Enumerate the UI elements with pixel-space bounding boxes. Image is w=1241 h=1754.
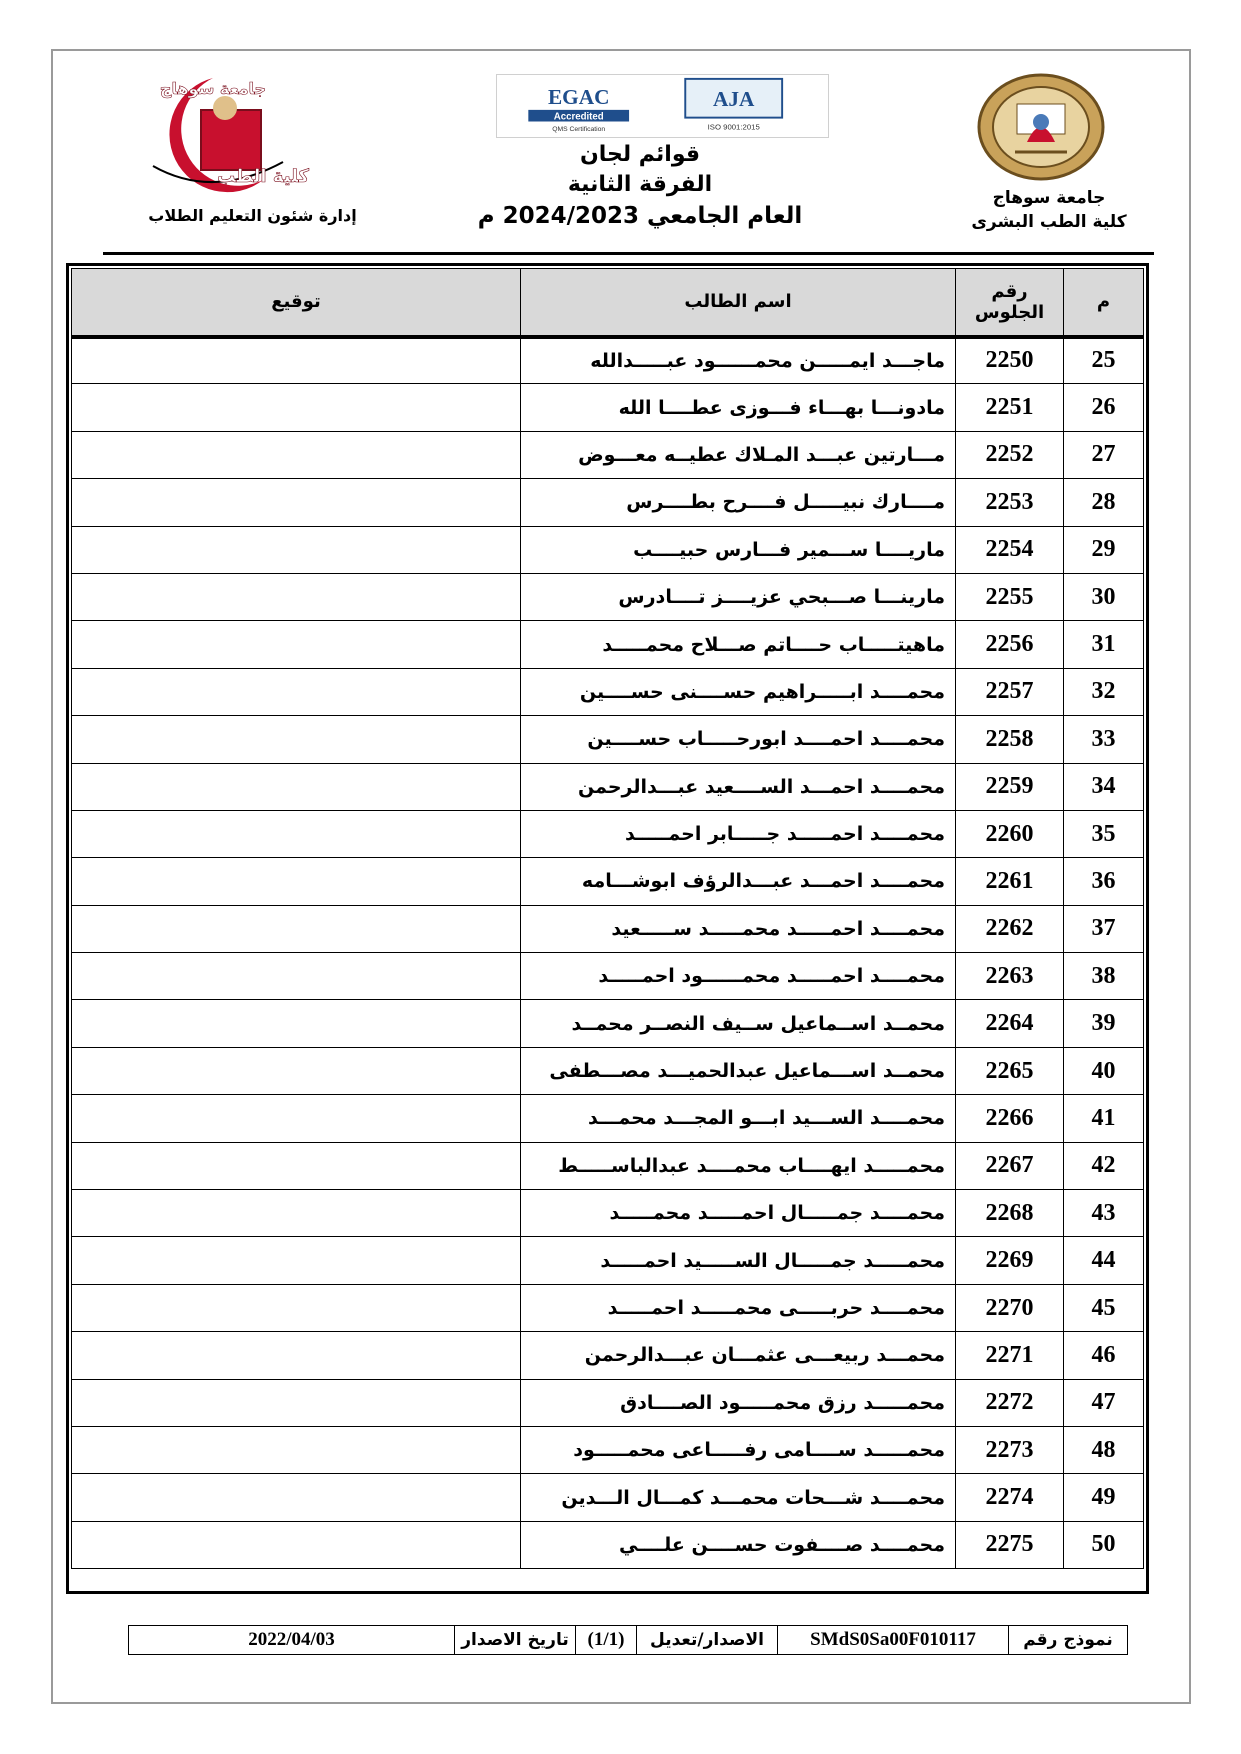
row-seat-number: 2253 bbox=[956, 479, 1064, 526]
row-index: 32 bbox=[1064, 668, 1144, 715]
table-row bbox=[72, 1379, 1144, 1426]
row-signature-field bbox=[72, 337, 521, 384]
column-header-signature: توقيع bbox=[72, 269, 521, 337]
svg-text:ISO 9001:2015: ISO 9001:2015 bbox=[707, 122, 760, 132]
row-index: 38 bbox=[1064, 953, 1144, 1000]
row-student-name: ماهيتـــــاب حــــاتم صـــلاح محمـــــد bbox=[521, 621, 956, 668]
row-student-name: مـــارتين عبـــد المـلاك عطيــه معـــوض bbox=[521, 431, 956, 478]
table-row bbox=[72, 1237, 1144, 1284]
row-seat-number: 2266 bbox=[956, 1095, 1064, 1142]
title-year-group: الفرقة الثانية bbox=[567, 172, 713, 197]
row-index: 39 bbox=[1064, 1000, 1144, 1047]
row-signature-field bbox=[72, 668, 521, 715]
row-seat-number: 2250 bbox=[956, 337, 1064, 384]
row-seat-number: 2259 bbox=[956, 763, 1064, 810]
row-seat-number: 2261 bbox=[956, 858, 1064, 905]
table-row bbox=[72, 1047, 1144, 1094]
row-seat-number: 2254 bbox=[956, 526, 1064, 573]
row-index: 37 bbox=[1064, 905, 1144, 952]
row-student-name: محمـــد ربيعـــى عثمـــان عبـــدالرحمن bbox=[521, 1332, 956, 1379]
university-name-block bbox=[960, 186, 1138, 234]
row-seat-number: 2263 bbox=[956, 953, 1064, 1000]
university-name: جامعة سوهاج bbox=[992, 188, 1106, 208]
row-index: 40 bbox=[1064, 1047, 1144, 1094]
row-index: 35 bbox=[1064, 810, 1144, 857]
table-row bbox=[72, 621, 1144, 668]
row-student-name: مادونـــا بهـــاء فـــوزى عطــــا الله bbox=[521, 384, 956, 431]
row-seat-number: 2255 bbox=[956, 573, 1064, 620]
row-index: 42 bbox=[1064, 1142, 1144, 1189]
row-student-name: مارينـــا صـــبحي عزيــــز تــــادرس bbox=[521, 573, 956, 620]
row-student-name: محمــــد صــــفوت حســــن علــــي bbox=[521, 1521, 956, 1568]
table-header-row bbox=[72, 269, 1144, 337]
row-index: 27 bbox=[1064, 431, 1144, 478]
row-student-name: محمــــد احمـــد الســــعيد عبـــدالرحمن bbox=[521, 763, 956, 810]
table-row bbox=[72, 668, 1144, 715]
document-titles bbox=[440, 140, 840, 232]
row-student-name: ماريــــا ســـمير فـــارس حبيــــب bbox=[521, 526, 956, 573]
row-student-name: محمــــد احمـــــد محمـــــد ســـــعيد bbox=[521, 905, 956, 952]
row-index: 26 bbox=[1064, 384, 1144, 431]
table-row bbox=[72, 1332, 1144, 1379]
row-seat-number: 2268 bbox=[956, 1190, 1064, 1237]
row-index: 31 bbox=[1064, 621, 1144, 668]
students-table-wrapper bbox=[66, 263, 1149, 1594]
row-student-name: محمــــد شـــحات محمـــد كمـــال الـــدين bbox=[521, 1474, 956, 1521]
title-academic-year: العام الجامعي 2024/2023 م bbox=[477, 203, 803, 229]
table-row bbox=[72, 1521, 1144, 1568]
row-index: 30 bbox=[1064, 573, 1144, 620]
row-signature-field bbox=[72, 763, 521, 810]
accreditation-badges bbox=[496, 74, 829, 138]
row-index: 33 bbox=[1064, 716, 1144, 763]
column-header-name: اسم الطالب bbox=[521, 269, 956, 337]
svg-text:جامعة سوهاج: جامعة سوهاج bbox=[159, 79, 267, 98]
row-student-name: محمـــــد رزق محمـــــود الصــــادق bbox=[521, 1379, 956, 1426]
row-signature-field bbox=[72, 905, 521, 952]
header-divider bbox=[103, 252, 1154, 255]
table-row bbox=[72, 337, 1144, 384]
row-student-name: محمــــد جمـــــال احمـــــد محمـــــد bbox=[521, 1190, 956, 1237]
row-student-name: محمــــد احمـــــد جـــــابر احمـــــد bbox=[521, 810, 956, 857]
row-seat-number: 2252 bbox=[956, 431, 1064, 478]
row-signature-field bbox=[72, 1190, 521, 1237]
table-row bbox=[72, 905, 1144, 952]
row-index: 50 bbox=[1064, 1521, 1144, 1568]
row-student-name: مــــارك نبيـــــل فــــرح بطــــرس bbox=[521, 479, 956, 526]
row-seat-number: 2265 bbox=[956, 1047, 1064, 1094]
table-row bbox=[72, 1095, 1144, 1142]
row-signature-field bbox=[72, 1095, 521, 1142]
column-header-index: م bbox=[1064, 269, 1144, 337]
row-signature-field bbox=[72, 858, 521, 905]
row-signature-field bbox=[72, 953, 521, 1000]
table-row bbox=[72, 384, 1144, 431]
row-signature-field bbox=[72, 1237, 521, 1284]
issue-date: 2022/04/03 bbox=[248, 1629, 335, 1650]
faculty-logo bbox=[113, 70, 313, 198]
version-label: الاصدار/تعديل bbox=[636, 1626, 777, 1654]
row-student-name: محمــــد احمـــــد محمــــــود احمـــــد bbox=[521, 953, 956, 1000]
table-row bbox=[72, 573, 1144, 620]
row-signature-field bbox=[72, 1521, 521, 1568]
row-index: 45 bbox=[1064, 1284, 1144, 1331]
row-index: 34 bbox=[1064, 763, 1144, 810]
row-student-name: محمـــــد ايهــــاب محمــــد عبدالباســـــط bbox=[521, 1142, 956, 1189]
row-student-name: ماجـــد ايمـــــن محمــــــود عبـــــدالله bbox=[521, 337, 956, 384]
row-signature-field bbox=[72, 1379, 521, 1426]
row-index: 43 bbox=[1064, 1190, 1144, 1237]
row-signature-field bbox=[72, 1474, 521, 1521]
row-index: 41 bbox=[1064, 1095, 1144, 1142]
document-footer bbox=[128, 1625, 1128, 1655]
row-signature-field bbox=[72, 1332, 521, 1379]
form-number-label: نموذج رقم bbox=[1008, 1626, 1127, 1654]
row-student-name: محمــــد احمـــد عبـــدالرؤف ابوشـــامه bbox=[521, 858, 956, 905]
faculty-name: كلية الطب البشرى bbox=[971, 212, 1127, 232]
table-row bbox=[72, 1426, 1144, 1473]
row-student-name: محمــــد حربـــــى محمـــــد احمـــــد bbox=[521, 1284, 956, 1331]
row-signature-field bbox=[72, 1142, 521, 1189]
svg-text:Accredited: Accredited bbox=[553, 111, 604, 123]
row-seat-number: 2257 bbox=[956, 668, 1064, 715]
row-seat-number: 2275 bbox=[956, 1521, 1064, 1568]
table-row bbox=[72, 716, 1144, 763]
svg-text:كلية الطب: كلية الطب bbox=[217, 166, 309, 187]
row-index: 49 bbox=[1064, 1474, 1144, 1521]
table-row bbox=[72, 1190, 1144, 1237]
row-seat-number: 2274 bbox=[956, 1474, 1064, 1521]
row-seat-number: 2271 bbox=[956, 1332, 1064, 1379]
form-code: SMdS0Sa00F010117 bbox=[777, 1626, 1008, 1654]
row-signature-field bbox=[72, 810, 521, 857]
row-index: 47 bbox=[1064, 1379, 1144, 1426]
row-signature-field bbox=[72, 479, 521, 526]
row-seat-number: 2258 bbox=[956, 716, 1064, 763]
table-row bbox=[72, 858, 1144, 905]
row-seat-number: 2251 bbox=[956, 384, 1064, 431]
row-student-name: محمـــــد ســــامى رفـــــاعى محمـــــود bbox=[521, 1426, 956, 1473]
row-seat-number: 2270 bbox=[956, 1284, 1064, 1331]
row-student-name: محمــــد احمــــد ابورحـــــاب حســــين bbox=[521, 716, 956, 763]
table-row bbox=[72, 763, 1144, 810]
row-signature-field bbox=[72, 1284, 521, 1331]
svg-text:AJA: AJA bbox=[712, 87, 755, 111]
university-seal-logo bbox=[975, 72, 1107, 182]
row-index: 36 bbox=[1064, 858, 1144, 905]
version-value: (1/1) bbox=[575, 1626, 636, 1654]
row-index: 46 bbox=[1064, 1332, 1144, 1379]
row-signature-field bbox=[72, 573, 521, 620]
row-seat-number: 2272 bbox=[956, 1379, 1064, 1426]
row-seat-number: 2260 bbox=[956, 810, 1064, 857]
row-index: 29 bbox=[1064, 526, 1144, 573]
students-table bbox=[71, 268, 1144, 1569]
table-row bbox=[72, 1284, 1144, 1331]
table-row bbox=[72, 479, 1144, 526]
row-student-name: محمــــد الســـيد ابـــو المجـــد محمـــد bbox=[521, 1095, 956, 1142]
row-signature-field bbox=[72, 1047, 521, 1094]
row-signature-field bbox=[72, 716, 521, 763]
table-row bbox=[72, 1000, 1144, 1047]
row-seat-number: 2256 bbox=[956, 621, 1064, 668]
row-signature-field bbox=[72, 621, 521, 668]
svg-text:QMS Certification: QMS Certification bbox=[552, 126, 606, 134]
row-index: 48 bbox=[1064, 1426, 1144, 1473]
table-row bbox=[72, 1474, 1144, 1521]
row-student-name: محمـــــد جمـــــال الســـــيد احمـــــد bbox=[521, 1237, 956, 1284]
row-student-name: محمــد اســماعيل ســيف النصــر محمــد bbox=[521, 1000, 956, 1047]
row-signature-field bbox=[72, 1426, 521, 1473]
table-row bbox=[72, 431, 1144, 478]
department-name: إدارة شئون التعليم الطلاب bbox=[148, 206, 357, 225]
title-committee-lists: قوائم لجان bbox=[579, 142, 701, 167]
row-seat-number: 2267 bbox=[956, 1142, 1064, 1189]
row-signature-field bbox=[72, 1000, 521, 1047]
row-seat-number: 2262 bbox=[956, 905, 1064, 952]
row-index: 25 bbox=[1064, 337, 1144, 384]
row-student-name: محمــد اســـماعيل عبدالحميـــد مصـــطفى bbox=[521, 1047, 956, 1094]
column-header-seat: رقم الجلوس bbox=[956, 269, 1064, 337]
table-row bbox=[72, 953, 1144, 1000]
row-index: 44 bbox=[1064, 1237, 1144, 1284]
row-student-name: محمــــد ابـــــراهيم حســــنى حســــين bbox=[521, 668, 956, 715]
row-index: 28 bbox=[1064, 479, 1144, 526]
issue-date-label: تاريخ الاصدار bbox=[454, 1626, 575, 1654]
table-row bbox=[72, 1142, 1144, 1189]
table-row bbox=[72, 810, 1144, 857]
row-seat-number: 2269 bbox=[956, 1237, 1064, 1284]
row-seat-number: 2273 bbox=[956, 1426, 1064, 1473]
svg-text:EGAC: EGAC bbox=[547, 85, 610, 110]
table-row bbox=[72, 526, 1144, 573]
row-seat-number: 2264 bbox=[956, 1000, 1064, 1047]
row-signature-field bbox=[72, 431, 521, 478]
row-signature-field bbox=[72, 384, 521, 431]
row-signature-field bbox=[72, 526, 521, 573]
